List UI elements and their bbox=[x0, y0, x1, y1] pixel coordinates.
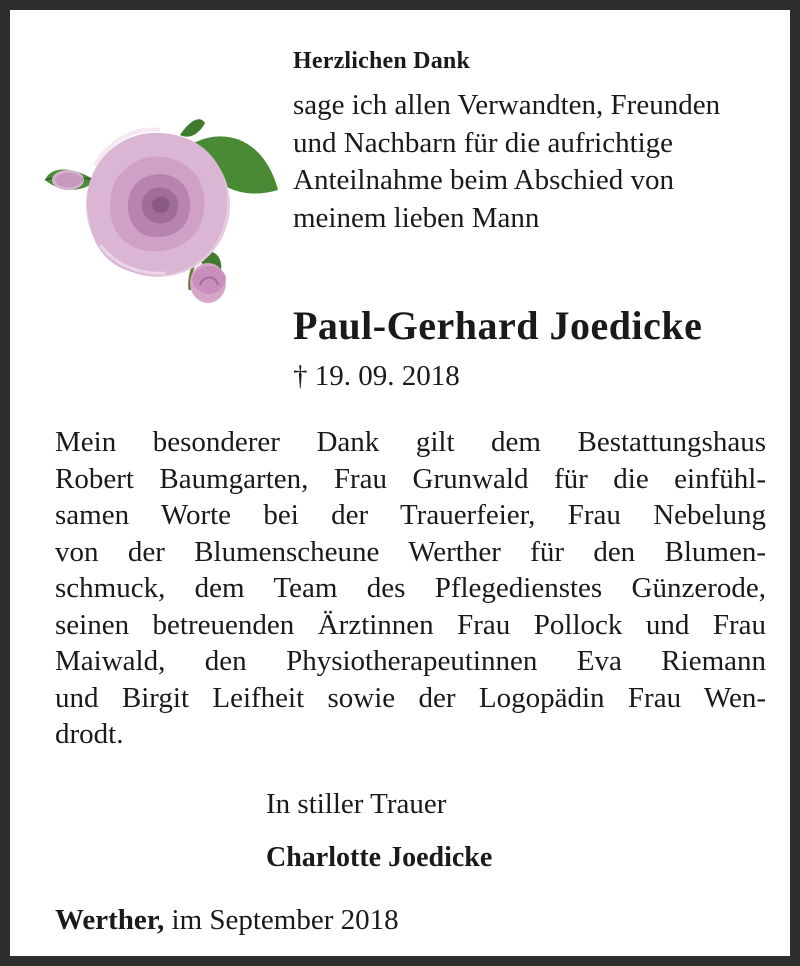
place-date-line bbox=[55, 904, 399, 937]
place-name: Werther, bbox=[55, 904, 165, 936]
heading: Herzlichen Dank bbox=[293, 48, 470, 74]
signature-name: Charlotte Joedicke bbox=[266, 842, 493, 873]
paragraph-line: von der Blumenscheune Werther für den Blumen- bbox=[55, 535, 766, 568]
deceased-name: Paul-Gerhard Joedicke bbox=[293, 303, 703, 348]
paragraph-line: Mein besonderer Dank gilt dem Bestattungshaus bbox=[55, 426, 766, 458]
thanks-paragraph bbox=[55, 424, 766, 753]
paragraph-line: und Birgit Leifheit sowie der Logopädin Frau Wen- bbox=[55, 681, 766, 714]
paragraph-line: schmuck, dem Team des Pflegedienstes Günzerode, bbox=[55, 572, 766, 604]
mourning-text: In stiller Trauer bbox=[266, 788, 447, 820]
paragraph-line: Maiwald, den Physiotherapeutinnen Eva Riemann bbox=[55, 645, 766, 677]
intro-text: sage ich allen Verwandten, Freunden und Nachbarn für die aufrichtige Anteilnahme beim Abschied von meinem lieben Mann bbox=[293, 89, 721, 234]
paragraph-line: drodt. bbox=[55, 718, 124, 750]
paragraph-line: samen Worte bei der Trauerfeier, Frau Nebelung bbox=[55, 499, 766, 531]
paragraph-line: seinen betreuenden Ärztinnen Frau Pollock und Frau bbox=[55, 608, 766, 641]
date-text: im September 2018 bbox=[171, 904, 399, 936]
rose-icon bbox=[40, 105, 285, 320]
paragraph-line: Robert Baumgarten, Frau Grunwald für die einfühl- bbox=[55, 462, 766, 495]
death-date: † 19. 09. 2018 bbox=[293, 360, 460, 392]
